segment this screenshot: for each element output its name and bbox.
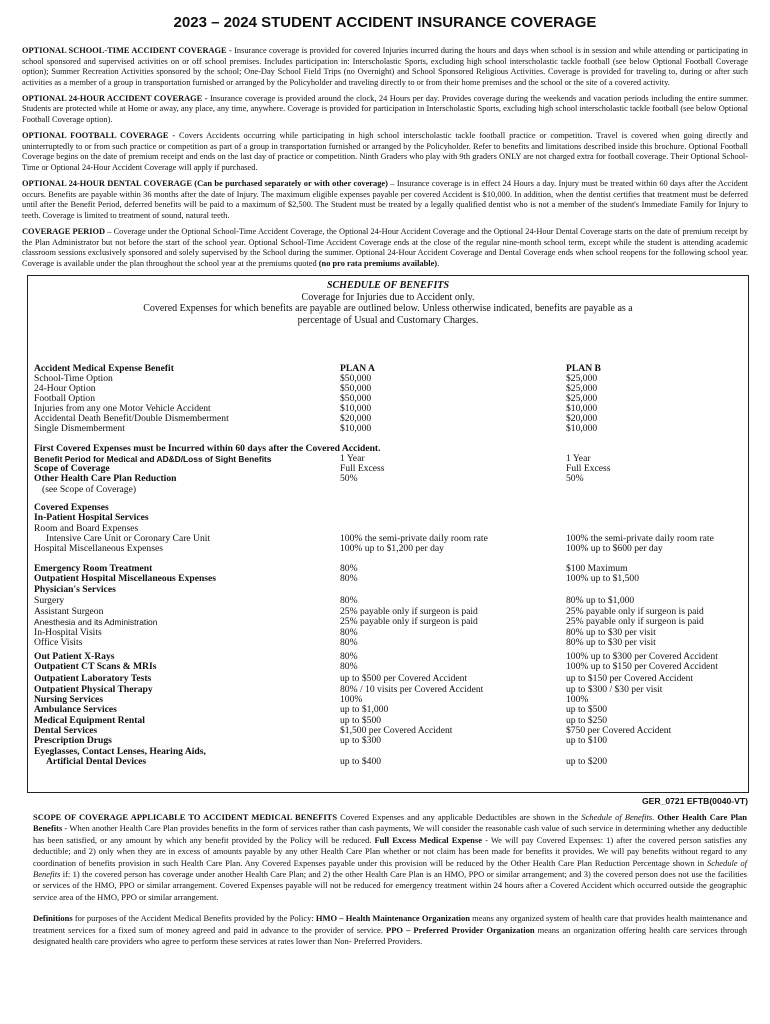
benefit-label: Other Health Care Plan Reduction <box>34 473 177 484</box>
plan-b-value: PLAN B <box>566 363 601 374</box>
plan-a-value: 50% <box>340 473 358 484</box>
plan-b-value: up to $200 <box>566 756 608 767</box>
plan-b-value: 100% up to $300 per Covered Accident <box>566 651 718 662</box>
plan-a-value: 100% <box>340 694 363 705</box>
benefit-label: Assistant Surgeon <box>34 606 104 617</box>
benefit-label: Medical Equipment Rental <box>34 715 145 726</box>
plan-a-value: 25% payable only if surgeon is paid <box>340 606 478 617</box>
plan-b-value: $25,000 <box>566 373 598 384</box>
plan-b-value: up to $150 per Covered Accident <box>566 673 694 684</box>
plan-a-value: 100% the semi-private daily room rate <box>340 533 488 544</box>
benefit-label: Room and Board Expenses <box>34 523 139 534</box>
plan-a-value: 80% <box>340 637 358 648</box>
plan-a-value: up to $400 <box>340 756 382 767</box>
benefit-label: Artificial Dental Devices <box>46 756 147 767</box>
plan-a-value: up to $1,000 <box>340 704 389 715</box>
plan-a-value: $1,500 per Covered Accident <box>340 725 453 736</box>
plan-a-value: $10,000 <box>340 423 372 434</box>
plan-a-value: up to $500 <box>340 715 382 726</box>
benefit-label: Outpatient Laboratory Tests <box>34 673 152 684</box>
intro-paragraph-24-hour: OPTIONAL 24-HOUR ACCIDENT COVERAGE - Insurance coverage is provided around the clock, 24 Hours per day. Provides coverage during the weekends and vacation periods including the entire summer. Students are protected while at Home or away, any place, any time, anywhere. Coverage is provided for participation in Interscholastic Sports, excluding high school interscholastic tackle football (see below Optional Football Coverage option). <box>22 93 748 125</box>
benefit-label: Outpatient CT Scans & MRIs <box>34 661 157 672</box>
plan-b-value: 100% up to $150 per Covered Accident <box>566 661 718 672</box>
intro-paragraph-dental: OPTIONAL 24-HOUR DENTAL COVERAGE (Can be purchased separately or with other coverage) – Insurance coverage is in effect 24 Hours a day. Injury must be treated within 60 days after the Accident occurs. Benefits are payable within 36 months after the date of Injury. The maximum eligible expenses payable per covered Accident is $10,000. In addition, when the dentist certifies that treatment must be deferred until after the Benefit Period, deferred benefits will be paid to a maximum of $2,500. The Student must be treated by a legally qualified dentist who is not a member of the student's Immediate Family for Injury to teeth. Coverage is limited to treatment of sound, natural teeth. <box>22 179 748 220</box>
benefit-label: Hospital Miscellaneous Expenses <box>34 543 163 554</box>
plan-b-value: 100% <box>566 694 589 705</box>
benefit-label: Injuries from any one Motor Vehicle Accident <box>34 403 211 414</box>
plan-b-value: 80% up to $30 per visit <box>566 627 656 638</box>
schedule-line-3: percentage of Usual and Customary Charges. <box>297 314 479 326</box>
intro-paragraph-school-time: OPTIONAL SCHOOL-TIME ACCIDENT COVERAGE - Insurance coverage is provided for covered Injuries incurred during the hours and days when school is in session and while attending or participating in school sponsored and supervised activities on or off school premises. Includes participation in: Interscholastic Sports, excluding high school interscholastic tackle football (see below Optional Football Coverage option); Summer Recreation Activities sponsored by the school; One-Day School Field Trips (no Overnight) and School Sponsored Religious Activities. Coverage is provided for traveling to, during or after such activities as a member of a group in transportation furnished or arranged by the Policyholder and traveling directly to or from their home premises and the school or the site of a covered activity. <box>22 46 748 87</box>
plan-a-value: PLAN A <box>340 363 375 374</box>
benefit-label: (see Scope of Coverage) <box>42 484 137 495</box>
plan-b-value: $10,000 <box>566 403 598 414</box>
plan-b-value: $10,000 <box>566 423 598 434</box>
benefit-label: Accidental Death Benefit/Double Dismemberment <box>34 413 229 424</box>
intro-section <box>22 46 748 275</box>
plan-a-value: $50,000 <box>340 393 372 404</box>
benefit-label: Emergency Room Treatment <box>34 563 153 574</box>
benefit-label: Single Dismemberment <box>34 423 125 434</box>
benefit-label: Nursing Services <box>34 694 104 705</box>
plan-b-value: up to $250 <box>566 715 608 726</box>
benefit-label: In-Hospital Visits <box>34 627 102 638</box>
plan-a-value: 80% <box>340 627 358 638</box>
plan-b-value: $100 Maximum <box>566 563 628 574</box>
plan-b-value: Full Excess <box>566 463 611 474</box>
plan-b-value: 100% up to $1,500 <box>566 573 640 584</box>
benefit-label: School-Time Option <box>34 373 113 384</box>
benefit-label: 24-Hour Option <box>34 383 96 394</box>
plan-a-value: up to $500 per Covered Accident <box>340 673 468 684</box>
intro-paragraph-coverage-period: COVERAGE PERIOD – Coverage under the Optional School-Time Accident Coverage, the Optional 24-Hour Accident Coverage and the Optional 24-Hour Dental Coverage starts on the date of premium receipt by the Plan Administrator but not before the start of the school year. Optional School-Time Accident Coverage ends at the close of the regular nine-month school term, except while the student is attending academic classroom sessions exclusively sponsored and solely supervised by the School during the summer. Optional 24-Hour Accident Coverage and Dental Coverage ends when school reopens for the following school year. Coverage is available under the plan throughout the school year at the premiums quoted (no pro rata premiums available). <box>22 226 748 268</box>
plan-b-value: 50% <box>566 473 584 484</box>
plan-b-value: $25,000 <box>566 383 598 394</box>
benefit-label: Benefit Period for Medical and AD&D/Loss of Sight Benefits <box>34 454 272 464</box>
benefit-label: Office Visits <box>34 637 83 648</box>
document-title: 2023 – 2024 STUDENT ACCIDENT INSURANCE COVERAGE <box>173 14 597 31</box>
schedule-of-benefits-box <box>27 275 749 793</box>
plan-b-value: 100% the semi-private daily room rate <box>566 533 714 544</box>
schedule-line-2: Covered Expenses for which benefits are payable are outlined below. Unless otherwise indicated, benefits are payable as a <box>143 303 633 314</box>
scope-of-coverage-paragraph: SCOPE OF COVERAGE APPLICABLE TO ACCIDENT MEDICAL BENEFITS Covered Expenses and any applicable Deductibles are shown in the Schedule of Benefits. Other Health Care Plan Benefits - When another Health Care Plan provides benefits in the form of services rather than cash payments, We will consider the reasonable cash value of such service in determining whether any deductible has been satisfied, or any amount by which any benefit provided by the Policy will be reduced. Full Excess Medical Expense - We will pay Covered Expenses: 1) after the covered person satisfies any deductible; and 2) only when they are in excess of amounts payable by any other Health Care Plan whether or not claim has been made for benefits it provides. We will pay benefits without regard to any coordination of benefits provision in such Health Care Plan. Any Covered Expenses payable under this provision will be reduced by the Other Health Care Plan Reduction Percentage shown in Schedule of Benefits if: 1) the covered person has coverage under another Health Care Plan; and 2) the other Health Care Plan is an HMO, PPO or similar arrangement; and 3) the covered person does not use the facilities or services of the HMO, PPO or similar arrangement. Covered Expenses payable will not be reduced for emergency treatment within 24 hours after a Covered Accident which occurred outside the geographic service area of the HMO, PPO or similar arrangement. <box>33 812 748 902</box>
benefit-label: Dental Services <box>34 725 98 736</box>
plan-a-value: 80% <box>340 595 358 606</box>
schedule-line-1: Coverage for Injuries due to Accident only. <box>301 291 475 303</box>
plan-b-value: 25% payable only if surgeon is paid <box>566 606 704 617</box>
benefit-label: Eyeglasses, Contact Lenses, Hearing Aids, <box>34 746 206 757</box>
benefit-label: Intensive Care Unit or Coronary Care Unit <box>46 533 211 544</box>
bottom-section <box>33 812 747 957</box>
plan-a-value: 80% <box>340 563 358 574</box>
plan-b-value: $20,000 <box>566 413 598 424</box>
plan-a-value: $20,000 <box>340 413 372 424</box>
plan-b-value: up to $100 <box>566 735 608 746</box>
benefit-label: In-Patient Hospital Services <box>34 512 149 523</box>
benefit-label: Prescription Drugs <box>34 735 112 746</box>
plan-a-value: 100% up to $1,200 per day <box>340 543 444 554</box>
schedule-header <box>28 280 748 326</box>
benefit-label: Anesthesia and its Administration <box>34 617 158 627</box>
benefit-label: First Covered Expenses must be Incurred within 60 days after the Covered Accident. <box>34 443 381 454</box>
plan-a-value: 80% <box>340 661 358 672</box>
plan-a-value: 80% / 10 visits per Covered Accident <box>340 684 484 695</box>
benefit-label: Out Patient X-Rays <box>34 651 115 662</box>
intro-paragraph-football: OPTIONAL FOOTBALL COVERAGE - Covers Accidents occurring while participating in high school interscholastic tackle football practice or competition. Travel is covered when going directly and uninterruptedly to or from such practice or competition as part of a group in transportation furnished or arranged by the Policyholder. Refer to benefits and limitations described inside this brochure. Optional Football Coverage begins on the date of premium receipt and ends on the last day of practice or competition. Ninth Graders who play with 9th graders ONLY are not charged extra for football coverage. Their Optional School-Time or Optional 24-Hour Accident Coverage will apply if purchased. <box>22 131 748 172</box>
plan-a-value: $50,000 <box>340 373 372 384</box>
plan-b-value: $25,000 <box>566 393 598 404</box>
benefit-label: Scope of Coverage <box>34 463 110 474</box>
plan-b-value: 1 Year <box>566 453 591 464</box>
benefit-label: Football Option <box>34 393 96 404</box>
plan-a-value: up to $300 <box>340 735 382 746</box>
plan-b-value: 80% up to $1,000 <box>566 595 635 606</box>
benefit-label: Physician's Services <box>34 584 116 595</box>
schedule-title: SCHEDULE OF BENEFITS <box>326 280 450 291</box>
form-code: GER_0721 EFTB(0040-VT) <box>641 796 748 806</box>
plan-b-value: 80% up to $30 per visit <box>566 637 656 648</box>
plan-a-value: 80% <box>340 573 358 584</box>
plan-b-value: 100% up to $600 per day <box>566 543 663 554</box>
plan-a-value: 25% payable only if surgeon is paid <box>340 616 478 627</box>
plan-b-value: 25% payable only if surgeon is paid <box>566 616 704 627</box>
plan-a-value: $10,000 <box>340 403 372 414</box>
benefit-label: Accident Medical Expense Benefit <box>34 363 174 374</box>
plan-b-value: up to $500 <box>566 704 608 715</box>
benefit-label: Covered Expenses <box>34 502 109 513</box>
benefit-label: Surgery <box>34 595 65 606</box>
plan-b-value: $750 per Covered Accident <box>566 725 672 736</box>
plan-a-value: $50,000 <box>340 383 372 394</box>
benefit-label: Ambulance Services <box>34 704 117 715</box>
plan-a-value: 80% <box>340 651 358 662</box>
benefit-label: Outpatient Hospital Miscellaneous Expenses <box>34 573 217 584</box>
plan-a-value: Full Excess <box>340 463 385 474</box>
plan-a-value: 1 Year <box>340 453 365 464</box>
plan-b-value: up to $300 / $30 per visit <box>566 684 663 695</box>
definitions-paragraph: Definitions for purposes of the Accident Medical Benefits provided by the Policy: HMO – Health Maintenance Organization means any organized system of health care that provides health maintenance and treatment services for a fixed sum of money agreed and paid in advance to the provider of service. PPO – Preferred Provider Organization means an organization offering health care services through designated health care providers who agree to perform these services at rates lower than Non- Preferred Providers. <box>33 913 747 947</box>
benefit-label: Outpatient Physical Therapy <box>34 684 153 695</box>
